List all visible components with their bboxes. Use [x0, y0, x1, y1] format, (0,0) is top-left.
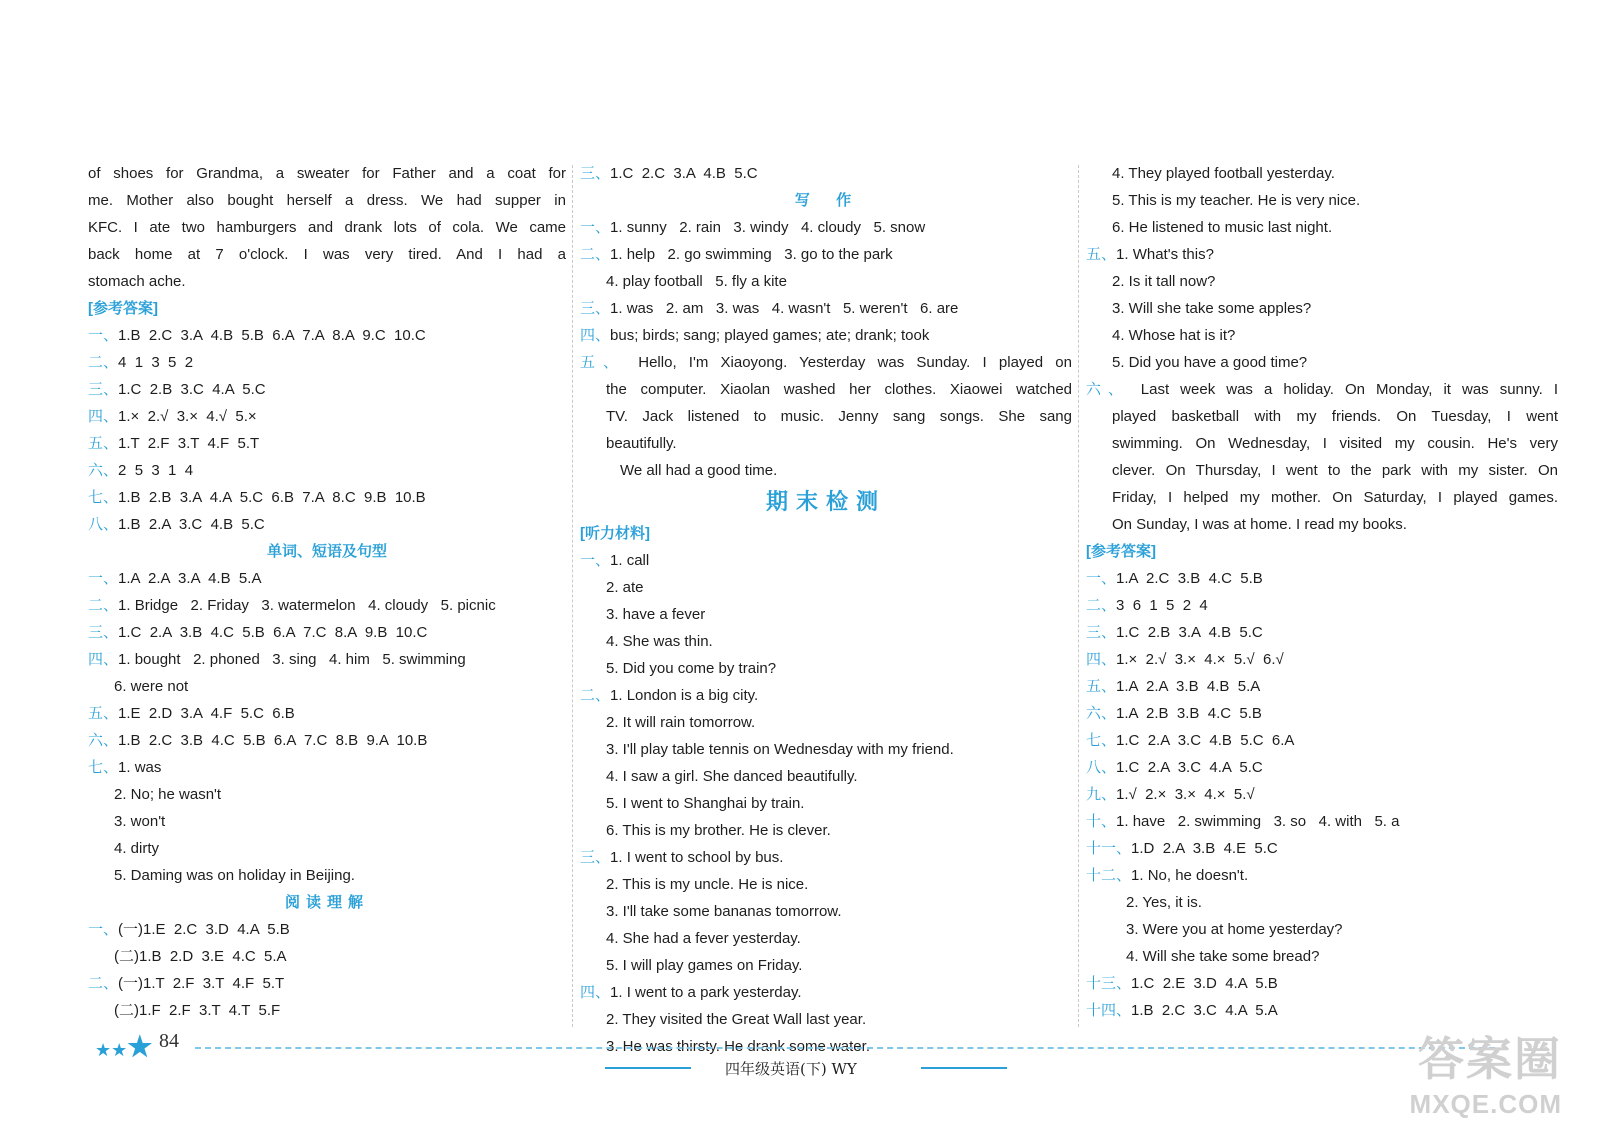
line-text: 2. Yes, it is.: [1126, 894, 1202, 911]
answer-key-heading: [580, 520, 1072, 547]
question-marker: 七、: [88, 759, 119, 776]
answer-line: [1086, 160, 1558, 187]
answer-line: [580, 295, 1072, 322]
answer-line: [88, 484, 566, 511]
line-text: 3. I'll play table tennis on Wednesday with my friend.: [606, 741, 954, 758]
answer-line: [1086, 268, 1558, 295]
line-text: 6. were not: [114, 678, 189, 695]
answer-line: [1086, 403, 1558, 430]
column-middle: [580, 160, 1072, 1060]
line-text: 3. won't: [114, 813, 166, 830]
question-marker: 十四、: [1086, 1002, 1132, 1019]
question-marker: 二、: [1086, 597, 1117, 614]
line-text: 1.A 2.A 3.B 4.B 5.A: [1116, 678, 1261, 695]
answer-key-heading: [88, 295, 566, 322]
line-text: 2. ate: [606, 579, 644, 596]
line-text: (一)1.E 2.C 3.D 4.A 5.B: [118, 921, 290, 938]
answer-line: [1086, 889, 1558, 916]
question-marker: 十、: [1086, 813, 1117, 830]
line-text: 1.B 2.B 3.A 4.A 5.C 6.B 7.A 8.C 9.B 10.B: [118, 489, 426, 506]
answer-line: [88, 673, 566, 700]
line-text: 3. I'll take some bananas tomorrow.: [606, 903, 842, 920]
line-text: 1.C 2.C 3.A 4.B 5.C: [610, 165, 758, 182]
answer-line: [1086, 565, 1558, 592]
answer-line: [1086, 673, 1558, 700]
line-text: [参考答案]: [88, 300, 158, 317]
line-text: 2 5 3 1 4: [118, 462, 194, 479]
answer-line: [88, 160, 566, 187]
line-text: swimming. On Wednesday, I visited my cousin. He's very: [1112, 435, 1558, 452]
answer-line: [1086, 241, 1558, 268]
answer-line: [580, 925, 1072, 952]
line-text: 1. No, he doesn't.: [1131, 867, 1249, 884]
line-text: the computer. Xiaolan washed her clothes. Xiaowei watched: [606, 381, 1072, 398]
question-marker: 四、: [580, 984, 611, 1001]
line-text: 1. I went to a park yesterday.: [610, 984, 802, 1001]
question-marker: 五、: [1086, 678, 1117, 695]
line-text: KFC. I ate two hamburgers and drank lots of cola. We came: [88, 219, 566, 236]
watermark: [1410, 1023, 1562, 1120]
line-text: 1. What's this?: [1116, 246, 1214, 263]
line-text: 4. I saw a girl. She danced beautifully.: [606, 768, 858, 785]
line-text: 1.B 2.C 3.B 4.C 5.B 6.A 7.C 8.B 9.A 10.B: [118, 732, 428, 749]
star-icon: ★★★: [95, 1031, 153, 1062]
answer-line: [580, 268, 1072, 295]
answer-line: [580, 214, 1072, 241]
question-marker: 三、: [580, 300, 611, 317]
answer-line: [580, 817, 1072, 844]
line-text: 6. He listened to music last night.: [1112, 219, 1333, 236]
line-text: 1.C 2.A 3.B 4.C 5.B 6.A 7.C 8.A 9.B 10.C: [118, 624, 428, 641]
question-marker: 二、: [88, 597, 119, 614]
line-text: 单词、短语及句型: [266, 543, 387, 560]
line-text: beautifully.: [606, 435, 677, 452]
line-text: 4. She had a fever yesterday.: [606, 930, 801, 947]
question-marker: 八、: [1086, 759, 1117, 776]
answer-line: [88, 646, 566, 673]
line-text: 5. I went to Shanghai by train.: [606, 795, 805, 812]
column-divider: [572, 165, 573, 1027]
question-marker: 四、: [88, 651, 119, 668]
line-text: 1. call: [610, 552, 650, 569]
line-text: 3. He was thirsty. He drank some water.: [606, 1038, 870, 1055]
question-marker: 一、: [580, 552, 611, 569]
answer-line: [88, 997, 566, 1024]
answer-line: [1086, 619, 1558, 646]
answer-line: [580, 349, 1072, 376]
answer-line: [580, 574, 1072, 601]
answer-line: [580, 682, 1072, 709]
answer-line: [580, 763, 1072, 790]
line-text: back home at 7 o'clock. I was very tired. And I had a: [88, 246, 566, 263]
line-text: On Sunday, I was at home. I read my books.: [1112, 516, 1407, 533]
line-text: 4. play football 5. fly a kite: [606, 273, 787, 290]
answer-line: [1086, 646, 1558, 673]
column-left: [88, 160, 566, 1024]
question-marker: 十二、: [1086, 867, 1132, 884]
question-marker: 六、: [88, 732, 119, 749]
answer-line: [1086, 484, 1558, 511]
answer-line: [580, 547, 1072, 574]
answer-key-heading: [1086, 538, 1558, 565]
line-text: 期末检测: [765, 489, 886, 514]
answer-line: [580, 160, 1072, 187]
question-marker: 六、: [88, 462, 119, 479]
line-text: 5. Did you have a good time?: [1112, 354, 1308, 371]
question-marker: 二、: [580, 687, 611, 704]
answer-line: [88, 322, 566, 349]
line-text: 4. Whose hat is it?: [1112, 327, 1236, 344]
line-text: 3 6 1 5 2 4: [1116, 597, 1208, 614]
answer-line: [580, 655, 1072, 682]
answer-line: [1086, 808, 1558, 835]
answer-line: [1086, 376, 1558, 403]
line-text: 1.B 2.C 3.C 4.A 5.A: [1131, 1002, 1278, 1019]
question-marker: 八、: [88, 516, 119, 533]
line-text: 4. They played football yesterday.: [1112, 165, 1335, 182]
answer-line: [88, 349, 566, 376]
answer-line: [1086, 214, 1558, 241]
answer-line: [88, 430, 566, 457]
answer-line: [88, 592, 566, 619]
answer-line: [88, 403, 566, 430]
answer-line: [1086, 754, 1558, 781]
line-text: 2. It will rain tomorrow.: [606, 714, 756, 731]
line-text: of shoes for Grandma, a sweater for Father and a coat for: [88, 165, 566, 182]
column-right: [1086, 160, 1558, 1024]
line-text: [听力材料]: [580, 525, 650, 542]
question-marker: 十三、: [1086, 975, 1132, 992]
section-heading: [580, 187, 1072, 214]
line-text: We all had a good time.: [620, 462, 778, 479]
line-text: 1. was: [118, 759, 162, 776]
line-text: 1.C 2.E 3.D 4.A 5.B: [1131, 975, 1278, 992]
line-text: 1.E 2.D 3.A 4.F 5.C 6.B: [118, 705, 295, 722]
line-text: 1.C 2.B 3.A 4.B 5.C: [1116, 624, 1263, 641]
line-text: 1. sunny 2. rain 3. windy 4. cloudy 5. snow: [610, 219, 926, 236]
line-text: 3. Were you at home yesterday?: [1126, 921, 1343, 938]
line-text: (二)1.F 2.F 3.T 4.T 5.F: [114, 1002, 281, 1019]
line-text: 5. Did you come by train?: [606, 660, 777, 677]
answer-line: [88, 808, 566, 835]
answer-line: [580, 601, 1072, 628]
section-heading: [88, 889, 566, 916]
footer-dashed-rule: [195, 1047, 1495, 1049]
answer-line: [88, 970, 566, 997]
question-marker: 五、: [88, 705, 119, 722]
question-marker: 一、: [88, 327, 119, 344]
answer-line: [1086, 781, 1558, 808]
answer-line: [580, 403, 1072, 430]
answer-line: [88, 187, 566, 214]
answer-line: [580, 979, 1072, 1006]
question-marker: 七、: [1086, 732, 1117, 749]
answer-line: [88, 781, 566, 808]
line-text: 4. dirty: [114, 840, 160, 857]
watermark-logo: 答案圈: [1418, 1033, 1562, 1085]
answer-line: [88, 241, 566, 268]
answer-line: [88, 835, 566, 862]
line-text: 1.√ 2.× 3.× 4.× 5.√: [1116, 786, 1255, 803]
question-marker: 二、: [88, 975, 119, 992]
question-marker: 一、: [580, 219, 611, 236]
question-marker: 二、: [580, 246, 611, 263]
section-heading: [580, 484, 1072, 520]
answer-line: [580, 736, 1072, 763]
line-text: 5. I will play games on Friday.: [606, 957, 803, 974]
answer-line: [1086, 862, 1558, 889]
line-text: 1. have 2. swimming 3. so 4. with 5. a: [1116, 813, 1400, 830]
answer-line: [1086, 835, 1558, 862]
question-marker: 七、: [88, 489, 119, 506]
answer-line: [1086, 997, 1558, 1024]
answer-line: [1086, 295, 1558, 322]
book-title: 四年级英语(下) WY: [725, 1060, 857, 1078]
answer-line: [580, 457, 1072, 484]
answer-line: [580, 898, 1072, 925]
question-marker: 五、: [88, 435, 119, 452]
line-text: 1.B 2.C 3.A 4.B 5.B 6.A 7.A 8.A 9.C 10.C: [118, 327, 426, 344]
answer-line: [1086, 511, 1558, 538]
line-text: 1. London is a big city.: [610, 687, 759, 704]
question-marker: 五、: [1086, 246, 1117, 263]
question-marker: 一、: [88, 570, 119, 587]
line-text: 3. Will she take some apples?: [1112, 300, 1312, 317]
answer-line: [88, 700, 566, 727]
question-marker: 四、: [88, 408, 119, 425]
answer-line: [580, 628, 1072, 655]
section-heading: [88, 538, 566, 565]
line-text: 1.B 2.A 3.C 4.B 5.C: [118, 516, 265, 533]
column-divider: [1078, 165, 1079, 1027]
answer-line: [580, 241, 1072, 268]
answer-line: [88, 268, 566, 295]
answer-line: [580, 322, 1072, 349]
answer-line: [1086, 700, 1558, 727]
question-marker: 四、: [1086, 651, 1117, 668]
line-text: TV. Jack listened to music. Jenny sang songs. She sang: [606, 408, 1072, 425]
question-marker: 三、: [580, 849, 611, 866]
line-text: 2. Is it tall now?: [1112, 273, 1216, 290]
answer-line: [88, 565, 566, 592]
line-text: 1. help 2. go swimming 3. go to the park: [610, 246, 893, 263]
answer-line: [580, 952, 1072, 979]
line-text: 写 作: [794, 192, 858, 209]
line-text: (二)1.B 2.D 3.E 4.C 5.A: [114, 948, 287, 965]
line-text: 1.C 2.A 3.C 4.A 5.C: [1116, 759, 1263, 776]
line-text: 1.A 2.B 3.B 4.C 5.B: [1116, 705, 1262, 722]
answer-line: [1086, 430, 1558, 457]
line-text: 1.A 2.A 3.A 4.B 5.A: [118, 570, 262, 587]
line-text: 1.× 2.√ 3.× 4.√ 5.×: [118, 408, 257, 425]
line-text: 1.× 2.√ 3.× 4.× 5.√ 6.√: [1116, 651, 1284, 668]
answer-line: [580, 844, 1072, 871]
line-text: 1. was 2. am 3. was 4. wasn't 5. weren't 6. are: [610, 300, 959, 317]
line-text: 4 1 3 5 2: [118, 354, 194, 371]
answer-line: [580, 709, 1072, 736]
answer-line: [1086, 592, 1558, 619]
question-marker: 三、: [580, 165, 611, 182]
question-marker: 三、: [88, 381, 119, 398]
answer-line: [1086, 970, 1558, 997]
question-marker: 三、: [1086, 624, 1117, 641]
line-text: stomach ache.: [88, 273, 186, 290]
answer-line: [88, 943, 566, 970]
line-text: 4. She was thin.: [606, 633, 713, 650]
question-marker: 三、: [88, 624, 119, 641]
answer-line: [88, 376, 566, 403]
answer-line: [1086, 943, 1558, 970]
line-text: 2. They visited the Great Wall last year.: [606, 1011, 867, 1028]
answer-line: [88, 457, 566, 484]
line-text: bus; birds; sang; played games; ate; drank; took: [610, 327, 930, 344]
line-text: 1.A 2.C 3.B 4.C 5.B: [1116, 570, 1263, 587]
answer-line: [580, 1006, 1072, 1033]
answer-line: [1086, 187, 1558, 214]
footer-bar-left: [605, 1067, 691, 1069]
question-marker: 十一、: [1086, 840, 1132, 857]
line-text: clever. On Thursday, I went to the park with my sister. On: [1112, 462, 1558, 479]
line-text: (一)1.T 2.F 3.T 4.F 5.T: [118, 975, 285, 992]
line-text: 1.D 2.A 3.B 4.E 5.C: [1131, 840, 1278, 857]
answer-line: [1086, 349, 1558, 376]
line-text: 1.C 2.B 3.C 4.A 5.C: [118, 381, 266, 398]
answer-line: [580, 430, 1072, 457]
answer-line: [88, 214, 566, 241]
line-text: Hello, I'm Xiaoyong. Yesterday was Sunday. I played on: [626, 354, 1072, 371]
page-number: 84: [159, 1030, 179, 1052]
line-text: 3. have a fever: [606, 606, 706, 623]
answer-line: [88, 619, 566, 646]
answer-line: [580, 871, 1072, 898]
line-text: 5. Daming was on holiday in Beijing.: [114, 867, 355, 884]
line-text: 2. This is my uncle. He is nice.: [606, 876, 809, 893]
line-text: me. Mother also bought herself a dress. We had supper in: [88, 192, 566, 209]
line-text: Friday, I helped my mother. On Saturday, I played games.: [1112, 489, 1558, 506]
line-text: 1.T 2.F 3.T 4.F 5.T: [118, 435, 260, 452]
line-text: 2. No; he wasn't: [114, 786, 222, 803]
answer-line: [88, 754, 566, 781]
question-marker: 六、: [1086, 381, 1130, 398]
answer-line: [1086, 727, 1558, 754]
answer-line: [88, 511, 566, 538]
question-marker: 一、: [88, 921, 119, 938]
answer-line: [88, 916, 566, 943]
question-marker: 六、: [1086, 705, 1117, 722]
question-marker: 四、: [580, 327, 611, 344]
line-text: 1. Bridge 2. Friday 3. watermelon 4. cloudy 5. picnic: [118, 597, 496, 614]
line-text: 5. This is my teacher. He is very nice.: [1112, 192, 1361, 209]
question-marker: 一、: [1086, 570, 1117, 587]
answer-line: [580, 790, 1072, 817]
watermark-url: MXQE.COM: [1409, 1089, 1562, 1119]
answer-line: [88, 862, 566, 889]
answer-line: [580, 376, 1072, 403]
answer-line: [1086, 322, 1558, 349]
line-text: 1. bought 2. phoned 3. sing 4. him 5. swimming: [118, 651, 466, 668]
footer-bar-right: [921, 1067, 1007, 1069]
answer-line: [1086, 457, 1558, 484]
answer-line: [1086, 916, 1558, 943]
line-text: Last week was a holiday. On Monday, it was sunny. I: [1129, 381, 1558, 398]
line-text: played basketball with my friends. On Tuesday, I went: [1112, 408, 1558, 425]
line-text: 阅读理解: [284, 894, 369, 911]
line-text: 4. Will she take some bread?: [1126, 948, 1320, 965]
line-text: 1. I went to school by bus.: [610, 849, 784, 866]
line-text: 1.C 2.A 3.C 4.B 5.C 6.A: [1116, 732, 1295, 749]
question-marker: 九、: [1086, 786, 1117, 803]
question-marker: 五、: [580, 354, 627, 371]
question-marker: 二、: [88, 354, 119, 371]
line-text: 6. This is my brother. He is clever.: [606, 822, 831, 839]
line-text: [参考答案]: [1086, 543, 1156, 560]
answer-line: [88, 727, 566, 754]
